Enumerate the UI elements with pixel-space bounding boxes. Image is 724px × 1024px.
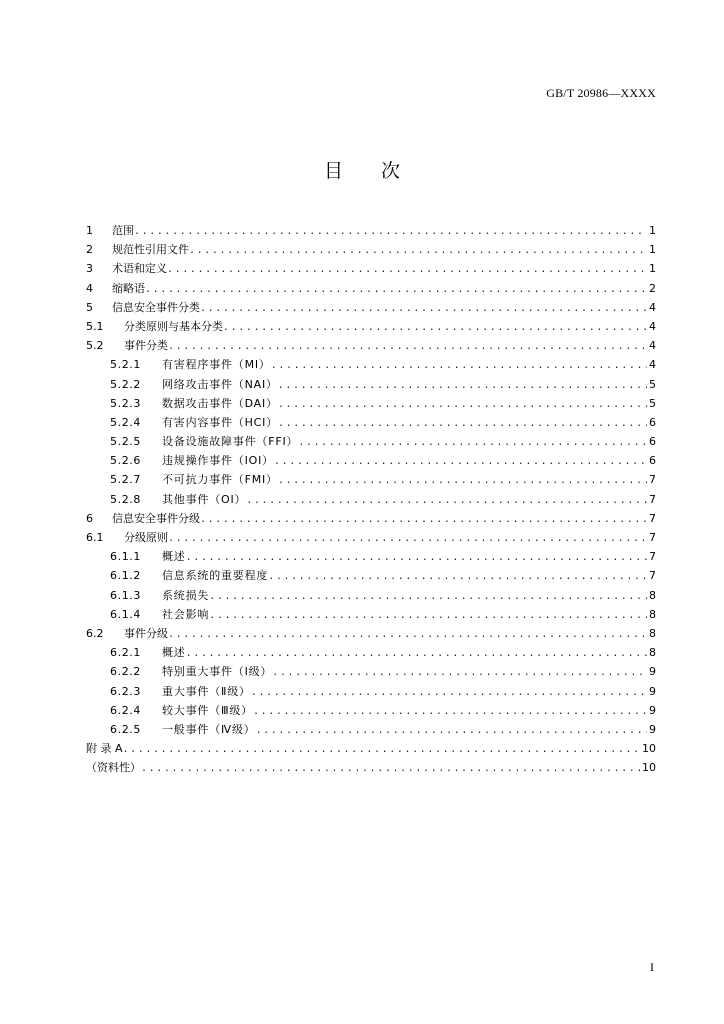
toc-entry[interactable] bbox=[86, 413, 656, 432]
toc-entry-label: 范围 bbox=[112, 224, 134, 237]
toc-entry[interactable] bbox=[86, 451, 656, 470]
toc-entry-label: 信息系统的重要程度 bbox=[162, 569, 269, 583]
toc-dot-leader bbox=[189, 241, 647, 259]
table-of-contents bbox=[86, 221, 656, 777]
toc-entry-page: 9 bbox=[649, 684, 656, 698]
toc-entry-label: 事件分级 bbox=[124, 626, 168, 640]
toc-entry-page: 8 bbox=[649, 626, 656, 640]
toc-dot-leader bbox=[278, 414, 647, 432]
toc-entry-label: 设备设施故障事件（FFI） bbox=[162, 435, 299, 449]
toc-entry-number: 6.2 bbox=[86, 626, 104, 640]
toc-entry-label: 缩略语 bbox=[112, 281, 145, 295]
toc-entry-page: 4 bbox=[649, 319, 656, 333]
toc-entry-number: 6.2.5 bbox=[110, 722, 141, 736]
toc-dot-leader bbox=[256, 721, 647, 739]
toc-entry-label: 术语和定义 bbox=[112, 262, 167, 276]
toc-entry[interactable] bbox=[86, 643, 656, 662]
toc-entry[interactable] bbox=[86, 739, 656, 758]
toc-entry-page: 4 bbox=[649, 339, 656, 353]
toc-entry-page: 1 bbox=[649, 224, 656, 237]
toc-entry-label: 其他事件（OI） bbox=[162, 492, 247, 506]
toc-entry-page: 7 bbox=[649, 550, 656, 564]
toc-entry-number: 6.1.2 bbox=[110, 569, 141, 583]
toc-dot-leader bbox=[253, 702, 647, 720]
toc-entry-label: 一般事件（Ⅳ级） bbox=[162, 722, 256, 736]
toc-entry-label: 不可抗力事件（FMI） bbox=[162, 473, 278, 487]
toc-entry-page: 7 bbox=[649, 492, 656, 506]
toc-entry[interactable] bbox=[86, 509, 656, 528]
toc-dot-leader bbox=[200, 299, 647, 317]
toc-title-char-1: 目 bbox=[323, 160, 343, 182]
toc-entry-number: 6.1.1 bbox=[110, 550, 141, 564]
toc-entry[interactable] bbox=[86, 566, 656, 585]
toc-title bbox=[0, 156, 724, 183]
toc-dot-leader bbox=[209, 606, 647, 624]
toc-entry[interactable] bbox=[86, 240, 656, 259]
toc-dot-leader bbox=[271, 356, 647, 374]
toc-entry-number: 5.2.5 bbox=[110, 435, 141, 449]
toc-entry-number: 6.2.2 bbox=[110, 665, 141, 679]
toc-entry-page: 8 bbox=[649, 607, 656, 621]
toc-entry[interactable] bbox=[86, 528, 656, 547]
toc-entry[interactable] bbox=[86, 758, 656, 777]
toc-entry-number: 6.1.3 bbox=[110, 588, 141, 602]
toc-dot-leader bbox=[298, 433, 647, 451]
toc-entry-page: 10 bbox=[642, 761, 656, 775]
toc-entry-number: 6.1 bbox=[86, 531, 104, 544]
toc-entry-page: 1 bbox=[649, 262, 656, 276]
toc-dot-leader bbox=[246, 491, 647, 509]
toc-entry-number: 6.1.4 bbox=[110, 607, 141, 621]
toc-dot-leader bbox=[200, 510, 647, 528]
toc-entry-number: 5.2.7 bbox=[110, 473, 141, 487]
toc-dot-leader bbox=[141, 759, 640, 777]
toc-title-char-2: 次 bbox=[381, 160, 401, 182]
toc-entry-page: 7 bbox=[649, 569, 656, 583]
toc-dot-leader bbox=[209, 587, 647, 605]
toc-entry[interactable] bbox=[86, 279, 656, 298]
toc-entry-label: 较大事件（Ⅲ级） bbox=[162, 703, 253, 717]
toc-entry-number: 6 bbox=[86, 511, 93, 525]
toc-entry-page: 7 bbox=[649, 531, 656, 544]
toc-dot-leader bbox=[274, 452, 647, 470]
toc-dot-leader bbox=[145, 280, 647, 298]
toc-entry-label: 重大事件（Ⅱ级） bbox=[162, 684, 251, 698]
toc-entry-label: 有害程序事件（MI） bbox=[162, 358, 271, 372]
toc-entry-label: 事件分类 bbox=[124, 339, 168, 353]
toc-entry-number: 5.1 bbox=[86, 319, 104, 333]
toc-dot-leader bbox=[134, 222, 647, 240]
toc-dot-leader bbox=[186, 644, 647, 662]
toc-entry[interactable] bbox=[86, 470, 656, 489]
toc-entry-page: 7 bbox=[649, 473, 656, 487]
toc-entry-label: 概述 bbox=[162, 646, 186, 660]
toc-entry[interactable] bbox=[86, 720, 656, 739]
toc-entry-label: （资料性） bbox=[86, 761, 141, 775]
toc-dot-leader bbox=[278, 471, 647, 489]
toc-entry-page: 4 bbox=[649, 358, 656, 372]
toc-entry-label: 数据攻击事件（DAI） bbox=[162, 396, 278, 410]
toc-entry[interactable] bbox=[86, 605, 656, 624]
toc-entry-label: 网络攻击事件（NAI） bbox=[162, 377, 278, 391]
toc-dot-leader bbox=[251, 683, 647, 701]
toc-entry-label: 分类原则与基本分类 bbox=[124, 319, 223, 333]
toc-entry[interactable] bbox=[86, 624, 656, 643]
toc-dot-leader bbox=[278, 376, 647, 394]
toc-entry[interactable] bbox=[86, 298, 656, 317]
page-number: I bbox=[650, 960, 654, 974]
toc-entry-number: 5.2.3 bbox=[110, 396, 141, 410]
toc-entry[interactable] bbox=[86, 490, 656, 509]
toc-dot-leader bbox=[123, 740, 640, 758]
toc-entry[interactable] bbox=[86, 662, 656, 681]
toc-entry-label: 概述 bbox=[162, 550, 186, 564]
toc-entry[interactable] bbox=[86, 432, 656, 451]
toc-entry-label: 特别重大事件（Ⅰ级） bbox=[162, 665, 273, 679]
toc-entry-page: 5 bbox=[649, 377, 656, 391]
toc-entry-page: 9 bbox=[649, 703, 656, 717]
toc-entry-page: 9 bbox=[649, 722, 656, 736]
toc-entry-page: 10 bbox=[642, 742, 656, 756]
toc-entry-number: 5.2.8 bbox=[110, 492, 141, 506]
toc-entry-page: 9 bbox=[649, 665, 656, 679]
toc-entry-number: 5.2.4 bbox=[110, 415, 141, 429]
toc-entry-label: 规范性引用文件 bbox=[112, 243, 189, 257]
toc-dot-leader bbox=[186, 548, 647, 566]
toc-entry-page: 4 bbox=[649, 300, 656, 314]
toc-entry-number: 5 bbox=[86, 300, 93, 314]
toc-dot-leader bbox=[168, 337, 647, 355]
standard-code: GB/T 20986—XXXX bbox=[546, 86, 656, 100]
toc-entry-number: 6.2.1 bbox=[110, 646, 141, 660]
toc-entry-label: 信息安全事件分级 bbox=[112, 511, 200, 525]
toc-dot-leader bbox=[268, 567, 647, 585]
toc-entry[interactable] bbox=[86, 259, 656, 278]
toc-entry-number: 5.2.2 bbox=[110, 377, 141, 391]
toc-entry[interactable] bbox=[86, 375, 656, 394]
toc-entry-label: 违规操作事件（IOI） bbox=[162, 454, 274, 468]
toc-entry-number: 4 bbox=[86, 281, 93, 295]
toc-entry-page: 1 bbox=[649, 243, 656, 257]
toc-dot-leader bbox=[278, 395, 647, 413]
toc-entry[interactable] bbox=[86, 336, 656, 355]
toc-entry[interactable] bbox=[86, 586, 656, 605]
toc-entry[interactable] bbox=[86, 547, 656, 566]
toc-entry-label: 有害内容事件（HCI） bbox=[162, 415, 278, 429]
toc-entry-number: 6.2.3 bbox=[110, 684, 141, 698]
toc-entry[interactable] bbox=[86, 317, 656, 336]
toc-entry-page: 7 bbox=[649, 511, 656, 525]
toc-entry-number: 1 bbox=[86, 224, 93, 237]
toc-entry-page: 2 bbox=[649, 281, 656, 295]
toc-dot-leader bbox=[167, 260, 647, 278]
toc-entry-page: 6 bbox=[649, 435, 656, 449]
toc-entry-label: 分级原则 bbox=[124, 531, 168, 544]
toc-entry-number: 5.2.6 bbox=[110, 454, 141, 468]
toc-entry-number: 5.2.1 bbox=[110, 358, 141, 372]
toc-entry-page: 6 bbox=[649, 415, 656, 429]
toc-entry-label: 信息安全事件分类 bbox=[112, 300, 200, 314]
toc-entry-page: 5 bbox=[649, 396, 656, 410]
toc-dot-leader bbox=[168, 529, 647, 547]
toc-entry-page: 6 bbox=[649, 454, 656, 468]
toc-entry[interactable] bbox=[86, 682, 656, 701]
toc-entry[interactable] bbox=[86, 221, 656, 240]
toc-entry-label: 系统损失 bbox=[162, 588, 210, 602]
toc-entry-number: 6.2.4 bbox=[110, 703, 141, 717]
toc-entry-number: 5.2 bbox=[86, 339, 104, 353]
toc-entry[interactable] bbox=[86, 394, 656, 413]
toc-entry-label: 社会影响 bbox=[162, 607, 210, 621]
toc-entry[interactable] bbox=[86, 701, 656, 720]
toc-entry-page: 8 bbox=[649, 646, 656, 660]
toc-entry-number: 3 bbox=[86, 262, 93, 276]
toc-entry-number: 2 bbox=[86, 243, 93, 257]
toc-entry-label: 附 录 A bbox=[86, 742, 123, 756]
toc-dot-leader bbox=[223, 318, 647, 336]
toc-entry-page: 8 bbox=[649, 588, 656, 602]
toc-entry[interactable] bbox=[86, 355, 656, 374]
toc-dot-leader bbox=[272, 663, 647, 681]
toc-dot-leader bbox=[168, 625, 647, 643]
